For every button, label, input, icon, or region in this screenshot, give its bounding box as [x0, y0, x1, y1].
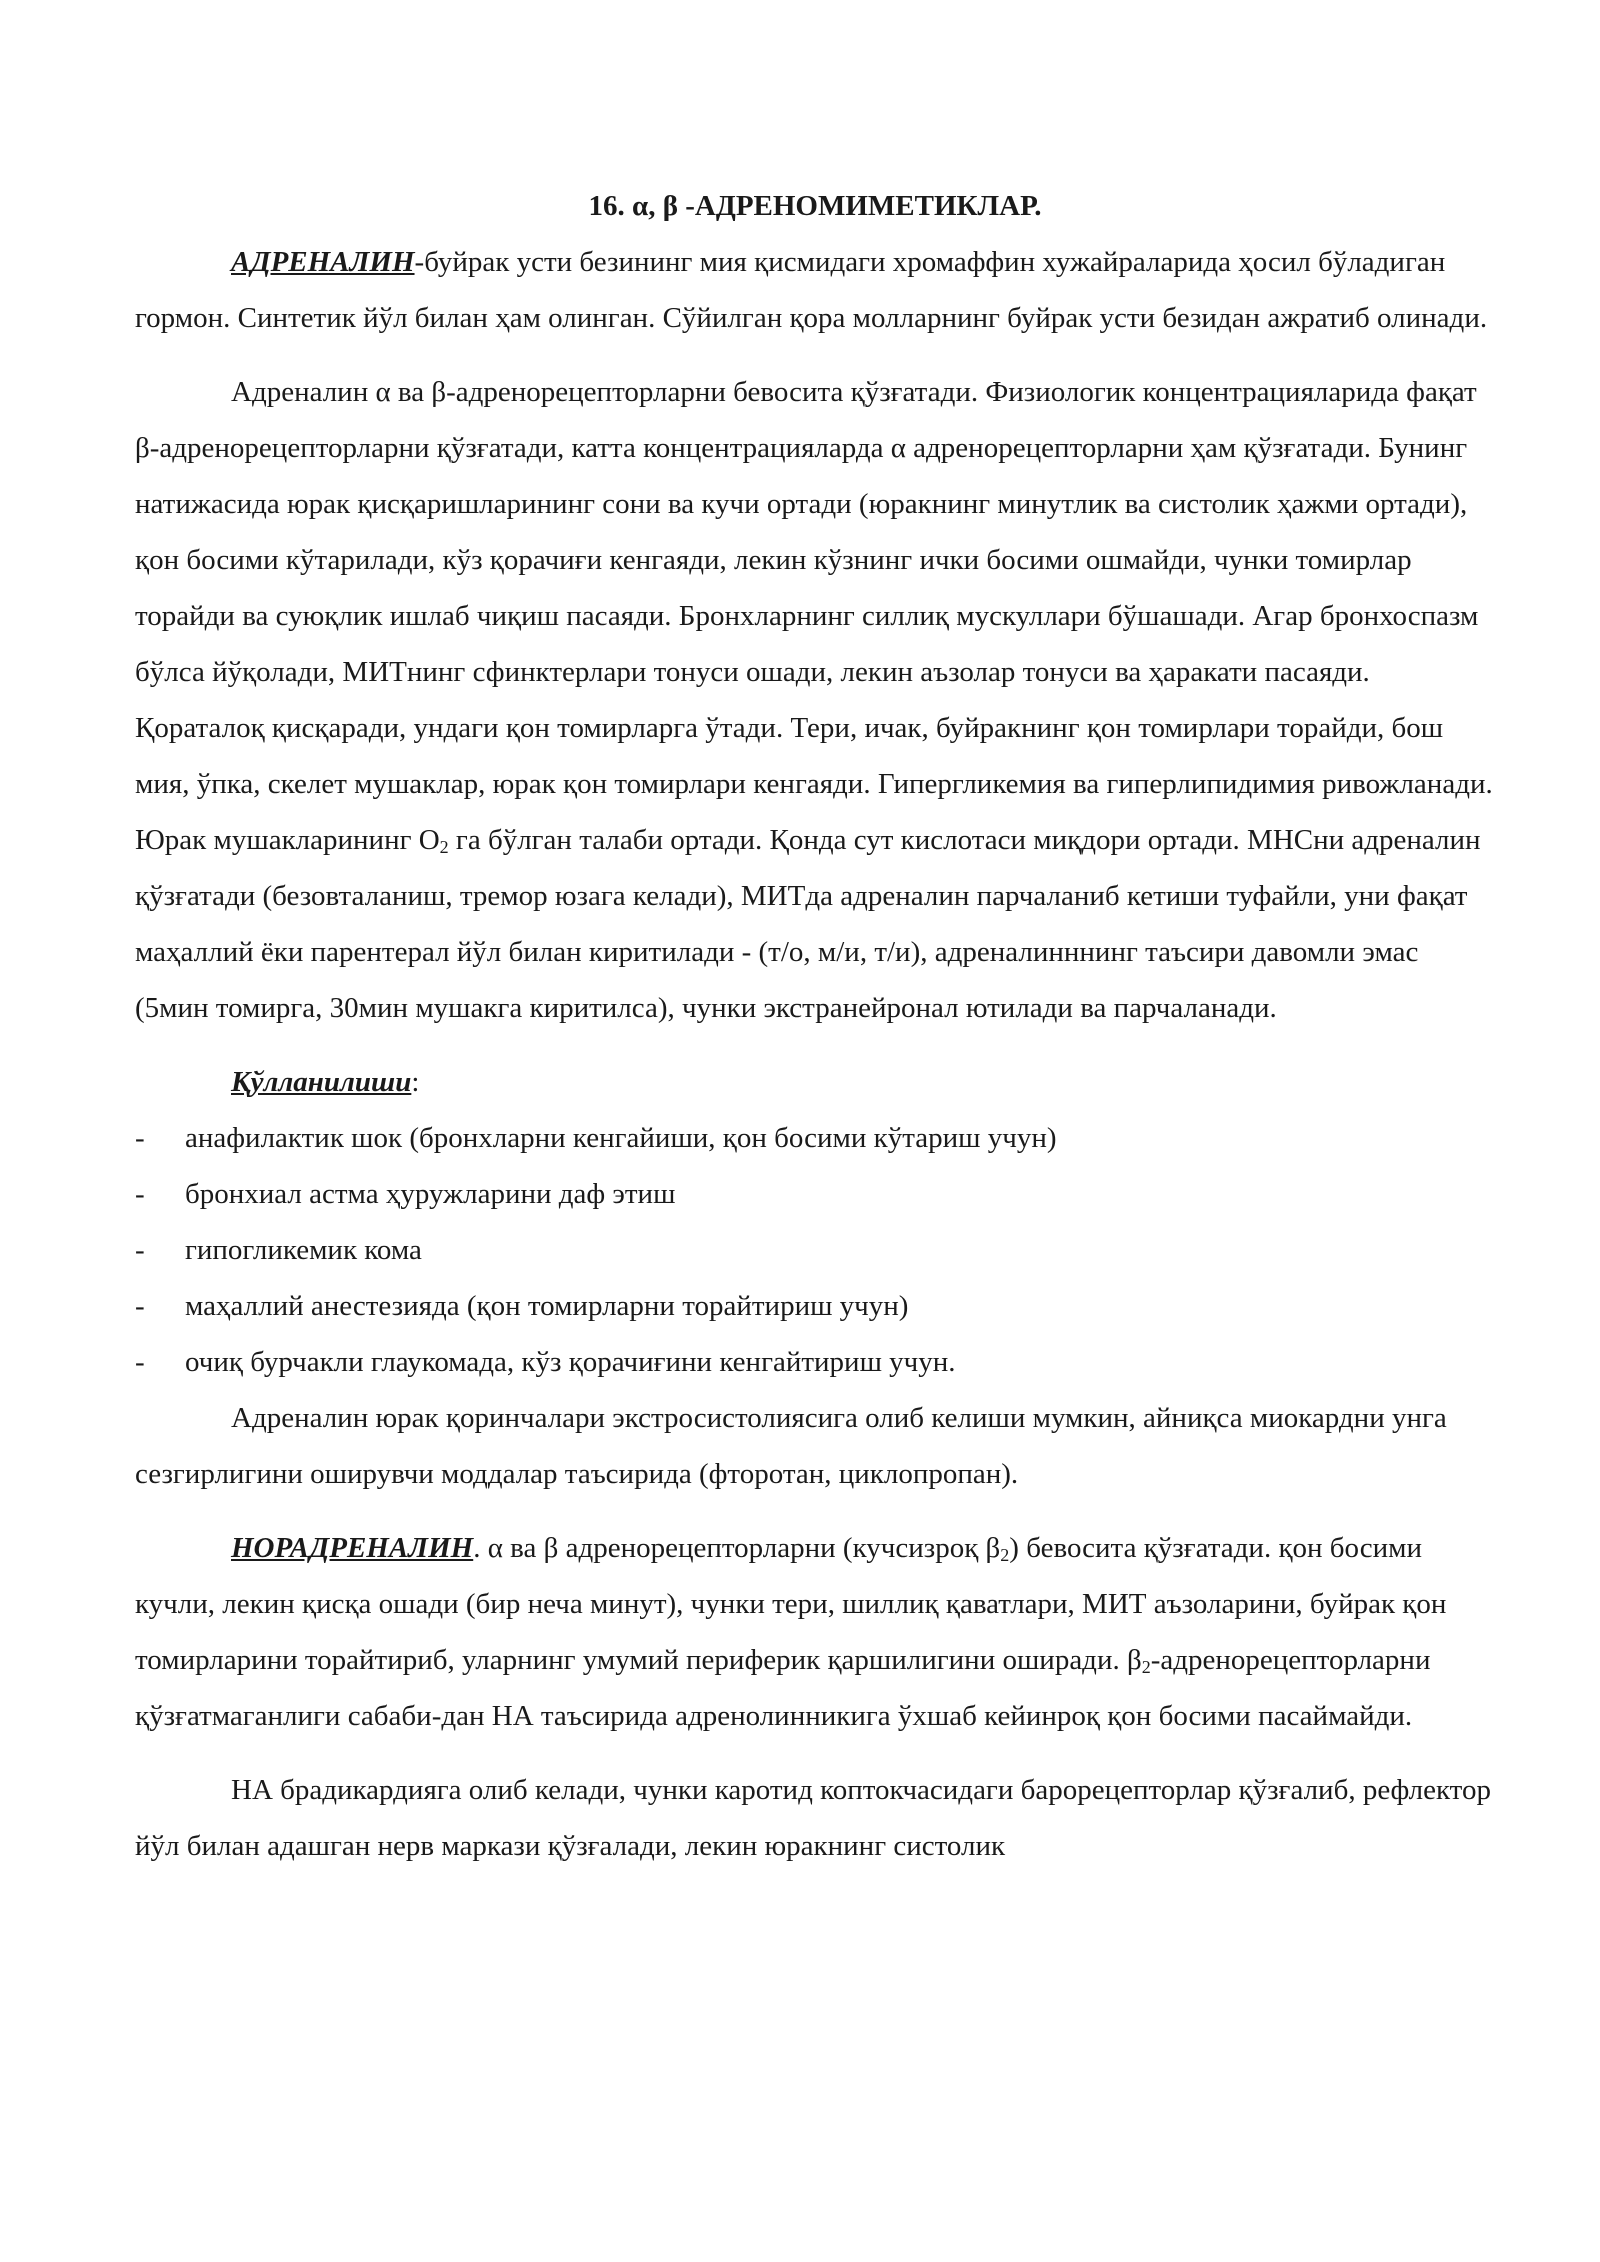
- document-page: [135, 178, 1495, 1874]
- list-dash: -: [135, 1178, 145, 1210]
- list-item: [135, 1278, 1495, 1334]
- usage-heading-colon: :: [411, 1066, 420, 1098]
- list-item: [135, 1334, 1495, 1390]
- adrenaline-action-text-1: Адреналин α ва β-адренорецепторларни бевосита қўзғатади. Физиологик концентрацияларида фақат β-адренорецепторларни қўзғатади, катта концентрацияларда α адренорецепторларни ҳам қўзғатади. Бунинг натижасида юрак қисқаришларининг сони ва кучи ортади (юракнинг минутлик ва систолик ҳажми ортади), қон босими кўтарилади, кўз қорачиғи кенгаяди, лекин кўзнинг ички босими ошмайди, чунки томирлар торайди ва суюқлик ишлаб чиқиш пасаяди. Бронхларнинг силлиқ мускуллари бўшашади. Агар бронхоспазм бўлса йўқолади, МИТнинг сфинктерлари тонуси ошади, лекин аъзолар тонуси ва ҳаракати пасаяди. Қораталоқ қисқаради, ундаги қон томирларга ўтади. Тери, ичак, буйракнинг қон томирлари торайди, бош мия, ўпка, скелет мушаклар, юрак қон томирлари кенгаяди. Гипергликемия ва гиперлипидимия ривожланади. Юрак мушакларининг О: [135, 376, 1493, 856]
- adrenaline-action-paragraph: [135, 364, 1495, 1036]
- noradrenaline-text-2: ) бевосита қўзғатади. қон босими кучли, лекин қисқа ошади (бир неча минут), чунки тери, шиллиқ қаватлари, МИТ аъзоларини, буйрак қон томирларини торайтириб, уларнинг умумий периферик қаршилигини оширади. β: [135, 1532, 1447, 1676]
- adrenaline-intro-paragraph: [135, 234, 1495, 346]
- usage-list: [135, 1110, 1495, 1390]
- list-item-text: гипогликемик кома: [185, 1234, 422, 1266]
- list-item-text: маҳаллий анестезияда (қон томирларни торайтириш учун): [185, 1290, 909, 1322]
- list-item-text: очиқ бурчакли глаукомада, кўз қорачиғини кенгайтириш учун.: [185, 1346, 956, 1378]
- list-item-text: бронхиал астма ҳуружларини даф этиш: [185, 1178, 676, 1210]
- adrenaline-warning-paragraph: Адреналин юрак қоринчалари экстросистолиясига олиб келиши мумкин, айниқса миокардни унга сезгирлигини оширувчи моддалар таъсирида (фторотан, циклопропан).: [135, 1402, 1447, 1490]
- noradrenaline-text-1: . α ва β адренорецепторларни (кучсизроқ β: [473, 1532, 1001, 1564]
- noradrenaline-paragraph: [135, 1520, 1495, 1744]
- usage-heading-paragraph: [135, 1054, 1495, 1110]
- list-item: [135, 1166, 1495, 1222]
- beta2-subscript: 2: [1000, 1545, 1010, 1565]
- noradrenaline-term: НОРАДРЕНАЛИН: [231, 1532, 474, 1564]
- list-item: [135, 1110, 1495, 1166]
- adrenaline-action-text-2: га бўлган талаби ортади. Қонда сут кислотаси миқдори ортади. МНСни адреналин қўзғатади (безовталаниш, тремор юзага келади), МИТда адреналин парчаланиб кетиши туфайли, уни фақат маҳаллий ёки парентерал йўл билан киритилади - (т/о, м/и, т/и), адреналинннинг таъсири давомли эмас (5мин томирга, 30мин мушакга киритилса), чунки экстранейронал ютилади ва парчаланади.: [135, 824, 1481, 1024]
- adrenaline-term: АДРЕНАЛИН: [231, 246, 415, 278]
- bradycardia-paragraph: НА брадикардияга олиб келади, чунки каротид коптокчасидаги барорецепторлар қўзғалиб, рефлектор йўл билан адашган нерв маркази қўзғалади, лекин юракнинг систолик: [135, 1774, 1491, 1862]
- list-dash: -: [135, 1234, 145, 1266]
- section-title: 16. α, β -АДРЕНОМИМЕТИКЛАР.: [588, 190, 1042, 222]
- o2-subscript: 2: [439, 837, 449, 857]
- list-item-text: анафилактик шок (бронхларни кенгайиши, қон босими кўтариш учун): [185, 1122, 1057, 1154]
- list-dash: -: [135, 1290, 145, 1322]
- list-dash: -: [135, 1346, 145, 1378]
- beta2-subscript: 2: [1141, 1657, 1151, 1677]
- usage-heading: Қўлланилиши: [231, 1066, 412, 1098]
- adrenaline-intro-text: -буйрак усти безининг мия қисмидаги хромаффин хужайраларида ҳосил бўладиган гормон. Синтетик йўл билан ҳам олинган. Сўйилган қора молларнинг буйрак усти безидан ажратиб олинади.: [135, 246, 1488, 334]
- list-dash: -: [135, 1122, 145, 1154]
- list-item: [135, 1222, 1495, 1278]
- noradrenaline-text-3: -адренорецепторларни қўзғатмаганлиги сабаби-дан НА таъсирида адренолинникига ўхшаб кейинроқ қон босими пасаймайди.: [135, 1644, 1431, 1732]
